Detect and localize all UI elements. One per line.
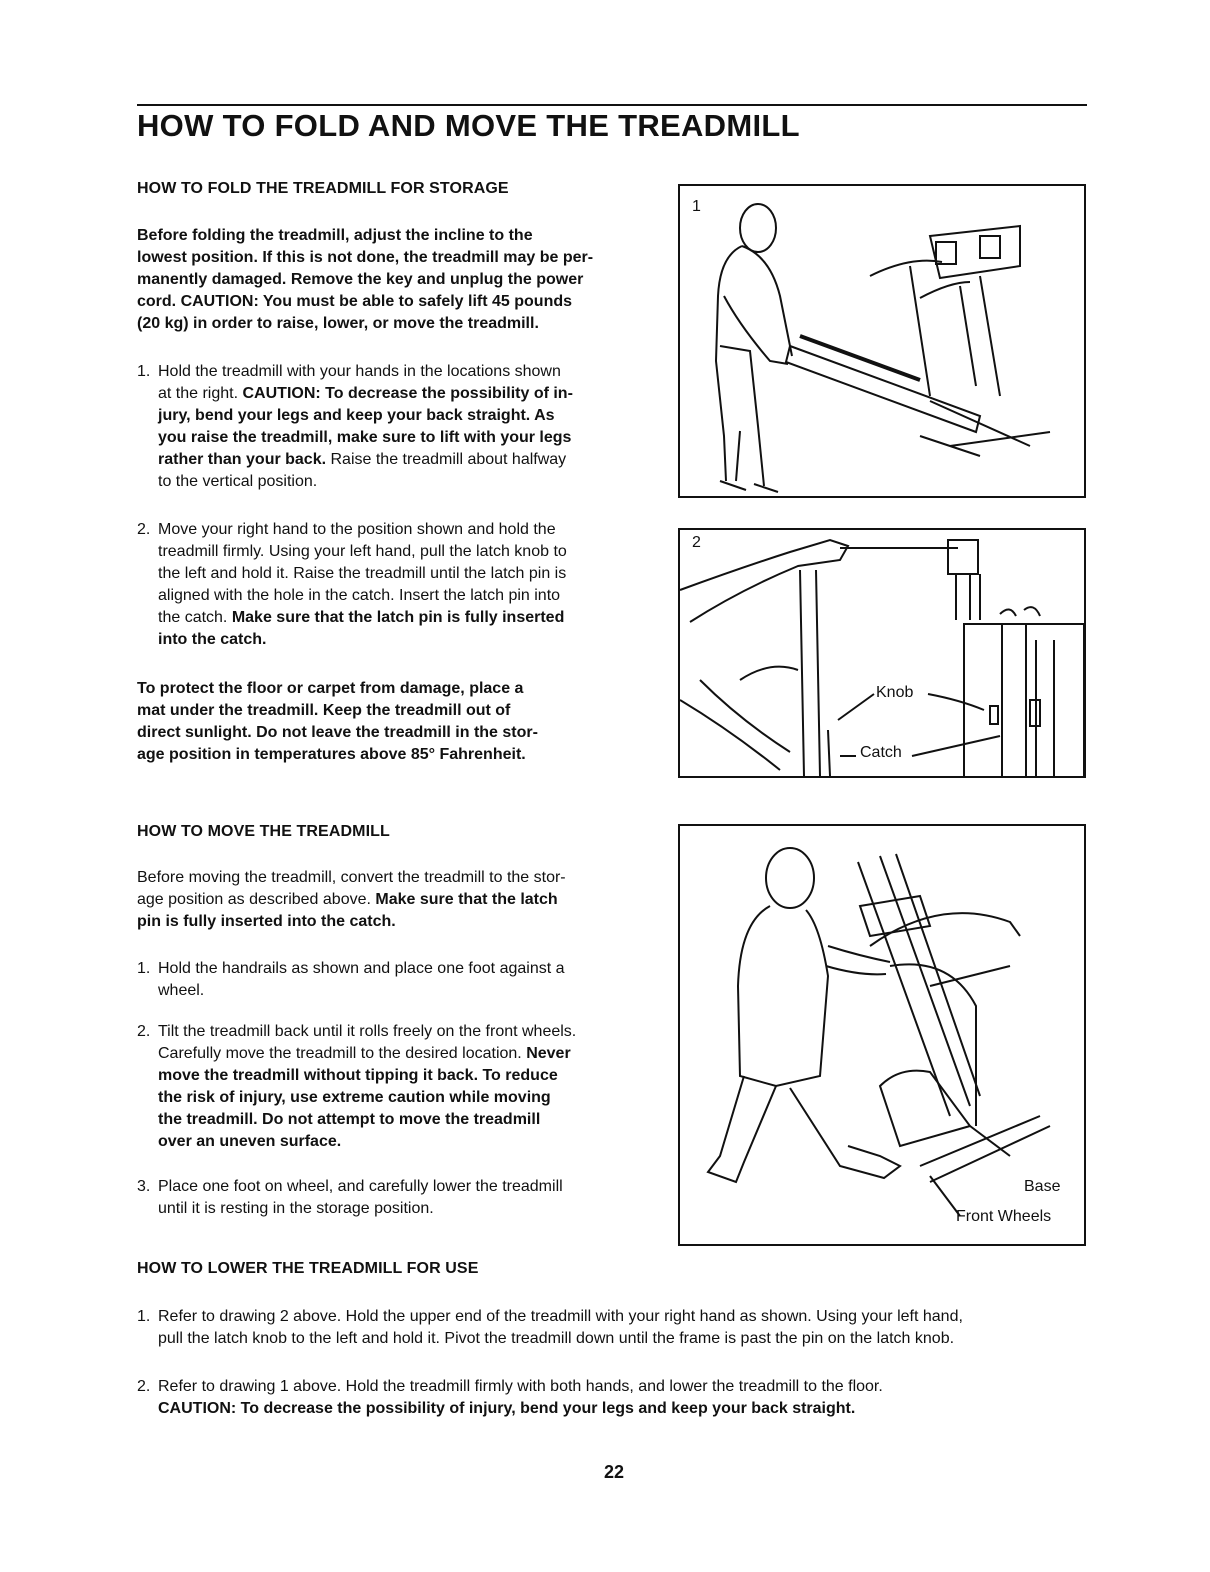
text-run: Never: [526, 1045, 571, 1062]
fold-step-1: [137, 361, 573, 493]
step-number: 2.: [137, 1378, 151, 1395]
text-line: jury, bend your legs and keep your back straight. As: [158, 407, 555, 424]
text-line: Refer to drawing 2 above. Hold the upper end of the treadmill with your right hand as shown. Using your left hand,: [158, 1308, 963, 1325]
step-number: 3.: [137, 1178, 151, 1195]
front-wheels-label: Front Wheels: [956, 1208, 1052, 1225]
page-title: HOW TO FOLD AND MOVE THE TREADMILL: [137, 108, 800, 143]
text-line: you raise the treadmill, make sure to lift with your legs: [158, 429, 572, 446]
text-run: Make sure that the latch pin is fully inserted: [231, 609, 565, 626]
move-step-2: [137, 1021, 576, 1153]
latch-illustration: [680, 530, 1084, 776]
step-number: 1.: [137, 960, 151, 977]
step-number: 1.: [137, 1308, 151, 1325]
text-line: wheel.: [158, 982, 205, 999]
lift-illustration: [680, 186, 1084, 496]
lower-heading: HOW TO LOWER THE TREADMILL FOR USE: [137, 1260, 479, 1277]
protect-note: [137, 678, 538, 766]
text-line: Before moving the treadmill, convert the treadmill to the stor-: [137, 869, 566, 886]
text-line: the risk of injury, use extreme caution while moving: [158, 1089, 551, 1106]
text-line: Move your right hand to the position shown and hold the: [158, 521, 556, 538]
text-run: age position as described above.: [137, 891, 376, 908]
page-number: 22: [604, 1462, 625, 1482]
fold-step-2: [137, 519, 567, 651]
text-line: pin is fully inserted into the catch.: [137, 913, 396, 930]
text-line: until it is resting in the storage position.: [158, 1200, 434, 1217]
catch-label: Catch: [860, 744, 902, 761]
text-line: Hold the treadmill with your hands in the locations shown: [158, 363, 561, 380]
move-intro: [137, 867, 566, 933]
text-run: the catch.: [158, 609, 232, 626]
text-run: rather than your back.: [158, 451, 327, 468]
text-line: mat under the treadmill. Keep the treadmill out of: [137, 702, 511, 719]
move-step-1: [137, 958, 565, 1002]
text-run: Raise the treadmill about halfway: [326, 451, 567, 468]
text-line: direct sunlight. Do not leave the treadmill in the stor-: [137, 724, 538, 741]
text-line: to the vertical position.: [158, 473, 318, 490]
lower-step-2: [137, 1376, 883, 1420]
move-step-3: [137, 1176, 563, 1220]
text-run: Carefully move the treadmill to the desired location.: [158, 1045, 527, 1062]
step-number: 1.: [137, 363, 151, 380]
text-run: CAUTION: To decrease the possibility of in-: [242, 385, 573, 402]
text-line: move the treadmill without tipping it back. To reduce: [158, 1067, 558, 1084]
figure-number: 2: [692, 534, 701, 551]
text-line: over an uneven surface.: [158, 1133, 342, 1150]
text-line: manently damaged. Remove the key and unplug the power: [137, 271, 584, 288]
fold-heading: HOW TO FOLD THE TREADMILL FOR STORAGE: [137, 180, 509, 197]
step-number: 2.: [137, 1023, 151, 1040]
text-line: CAUTION: To decrease the possibility of injury, bend your legs and keep your back straight.: [158, 1400, 856, 1417]
text-line: Refer to drawing 1 above. Hold the treadmill firmly with both hands, and lower the treadmill to the floor.: [158, 1378, 883, 1395]
move-heading: HOW TO MOVE THE TREADMILL: [137, 823, 390, 840]
text-line: Tilt the treadmill back until it rolls freely on the front wheels.: [158, 1023, 577, 1040]
text-line: To protect the floor or carpet from damage, place a: [137, 680, 524, 697]
text-run: at the right.: [158, 385, 243, 402]
step-number: 2.: [137, 521, 151, 538]
text-line: the treadmill. Do not attempt to move the treadmill: [158, 1111, 541, 1128]
text-line: age position in temperatures above 85° Fahrenheit.: [137, 746, 526, 763]
text-line: Before folding the treadmill, adjust the incline to the: [137, 227, 533, 244]
text-line: lowest position. If this is not done, the treadmill may be per-: [137, 249, 594, 266]
text-line: the left and hold it. Raise the treadmill until the latch pin is: [158, 565, 567, 582]
title-rule: [137, 104, 1087, 106]
text-line: treadmill firmly. Using your left hand, pull the latch knob to: [158, 543, 567, 560]
text-line: (20 kg) in order to raise, lower, or move the treadmill.: [137, 315, 539, 332]
base-label: Base: [1024, 1178, 1061, 1195]
lower-step-1: [137, 1306, 963, 1350]
text-line: pull the latch knob to the left and hold it. Pivot the treadmill down until the frame is past the pin on the latch knob.: [158, 1330, 955, 1347]
text-line: cord. CAUTION: You must be able to safely lift 45 pounds: [137, 293, 573, 310]
text-line: Hold the handrails as shown and place one foot against a: [158, 960, 565, 977]
figure-1-lift-treadmill: [678, 184, 1086, 498]
text-line: aligned with the hole in the catch. Insert the latch pin into: [158, 587, 561, 604]
fold-intro: [137, 225, 593, 335]
text-run: Make sure that the latch: [375, 891, 558, 908]
figure-3-move: [678, 824, 1086, 1246]
figure-number: 1: [692, 198, 701, 215]
text-line: into the catch.: [158, 631, 267, 648]
figure-2-latch: [678, 528, 1086, 778]
text-line: Place one foot on wheel, and carefully lower the treadmill: [158, 1178, 563, 1195]
knob-label: Knob: [876, 684, 914, 701]
